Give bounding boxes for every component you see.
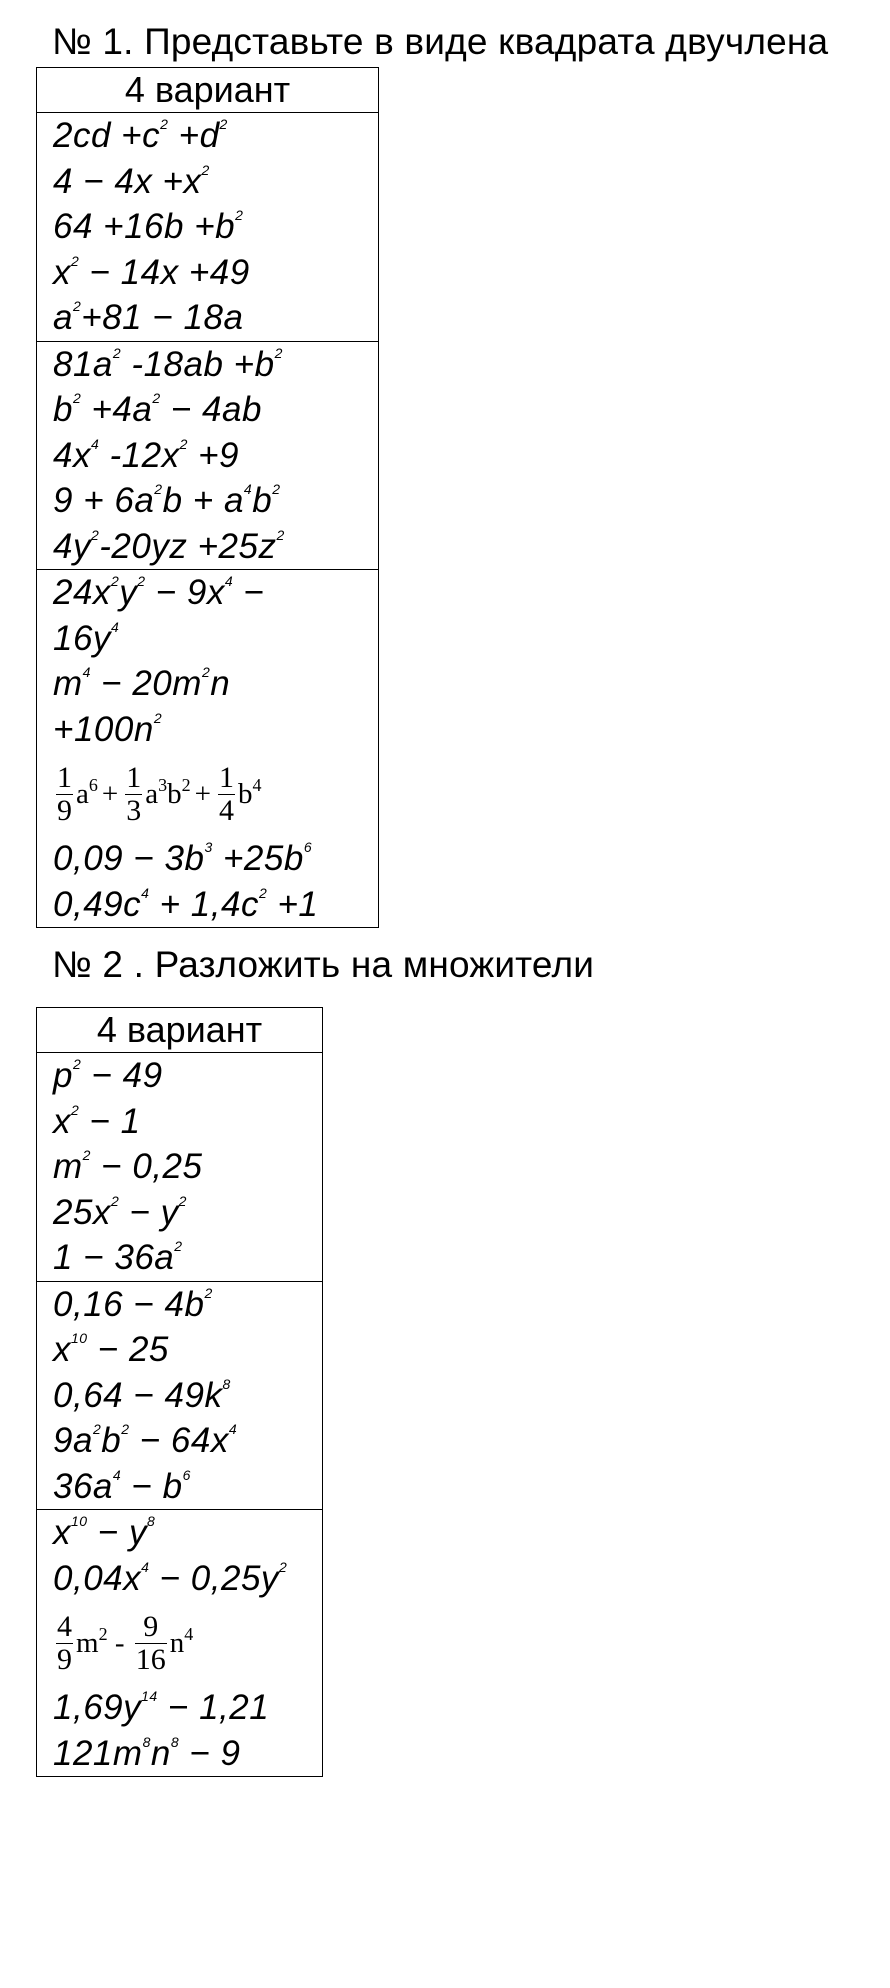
task2-group-1 bbox=[37, 1053, 322, 1282]
expression-line: $81a^2$ $-18ab +b^2$ bbox=[53, 344, 283, 384]
fraction: $\frac{1}{4}$ bbox=[218, 760, 234, 827]
task1-group-2 bbox=[37, 342, 378, 571]
expression-line: $2cd +c^2 +d^2$ bbox=[53, 116, 228, 155]
fraction: 4 9 bbox=[57, 1609, 72, 1676]
fraction-expression: 4 9 $m^2$ - 9 16 $n^4$ bbox=[57, 1609, 194, 1676]
fraction: $\frac{1}{3}$ bbox=[126, 760, 142, 827]
expression-line: $16y^4$ bbox=[53, 618, 120, 658]
expression-line: $x^{10} - 25$ bbox=[53, 1330, 169, 1369]
task2-group-3 bbox=[37, 1510, 322, 1776]
task1-table bbox=[36, 67, 379, 928]
task2-heading: № 2 . Разложить на множители bbox=[52, 944, 595, 985]
task2-group-2 bbox=[37, 1282, 322, 1511]
expression-line: $+100n^2$ bbox=[53, 709, 163, 749]
task1-group-1 bbox=[37, 113, 378, 342]
expression-line: $9 + 6a^2b + a^4b^2$ bbox=[53, 481, 281, 520]
expression-line: $24x^2y^2 - 9x^4$ − bbox=[53, 573, 265, 612]
expression-line: $4 - 4x +x^2$ bbox=[53, 161, 210, 201]
task2-table bbox=[36, 1007, 323, 1777]
expression-line: $0,04x^4 - 0,25y^2$ bbox=[53, 1558, 288, 1598]
fraction-expression: 1 9 $a^6$ + $\frac{1}{3}$ $a^3b^2$ + $\frac{1}{4}$ $b^4$ bbox=[57, 760, 262, 827]
expression-line: $1,69y^{14} - 1,21$ bbox=[53, 1688, 270, 1727]
expression-line: $25x^2 - y^2$ bbox=[53, 1192, 187, 1232]
expression-line: $0,16 - 4b^2$ bbox=[53, 1284, 213, 1324]
expression-line: $m^2 - 0,25$ bbox=[53, 1147, 203, 1186]
expression-line: $36a^4 - b^6$ bbox=[53, 1466, 191, 1506]
expression-line: $0,09 - 3b^3 +25b^6$ bbox=[53, 839, 313, 878]
task2-table-header: 4 вариант bbox=[37, 1008, 322, 1053]
expression-line: $4y^2-20yz +25z^2$ bbox=[53, 526, 285, 566]
fraction: 9 16 bbox=[135, 1609, 166, 1676]
expression-line: $x^2 - 1$ bbox=[53, 1101, 141, 1141]
task1-table-header: 4 вариант bbox=[37, 68, 378, 113]
expression-line: $p^2 - 49$ bbox=[53, 1056, 163, 1095]
expression-line: $4x^4$ $-12x^2 +9$ bbox=[53, 435, 240, 475]
expression-line: $x^2 - 14x +49$ bbox=[53, 252, 250, 292]
expression-line: $a^2+81 - 18a$ bbox=[53, 298, 244, 337]
fraction: 1 9 bbox=[57, 760, 72, 827]
expression-line: $m^4 - 20m^2n$ bbox=[53, 664, 231, 703]
expression-line: $x^{10} - y^8$ bbox=[53, 1513, 156, 1552]
expression-line: $1 - 36a^2$ bbox=[53, 1238, 183, 1277]
expression-line: $b^2 +4a^2 - 4ab$ bbox=[53, 390, 262, 429]
expression-line: $9a^2b^2 - 64x^4$ bbox=[53, 1421, 238, 1460]
expression-line: $0,64 - 49k^8$ bbox=[53, 1375, 231, 1415]
expression-line: $64 +16b +b^2$ bbox=[53, 207, 244, 246]
task1-group-3 bbox=[37, 570, 378, 927]
task1-heading: № 1. Представьте в виде квадрата двучлена bbox=[52, 21, 829, 62]
expression-line: $0,49c^4 + 1,4c^2 +1$ bbox=[53, 884, 319, 924]
expression-line: $121m^8n^8 - 9$ bbox=[53, 1733, 241, 1773]
